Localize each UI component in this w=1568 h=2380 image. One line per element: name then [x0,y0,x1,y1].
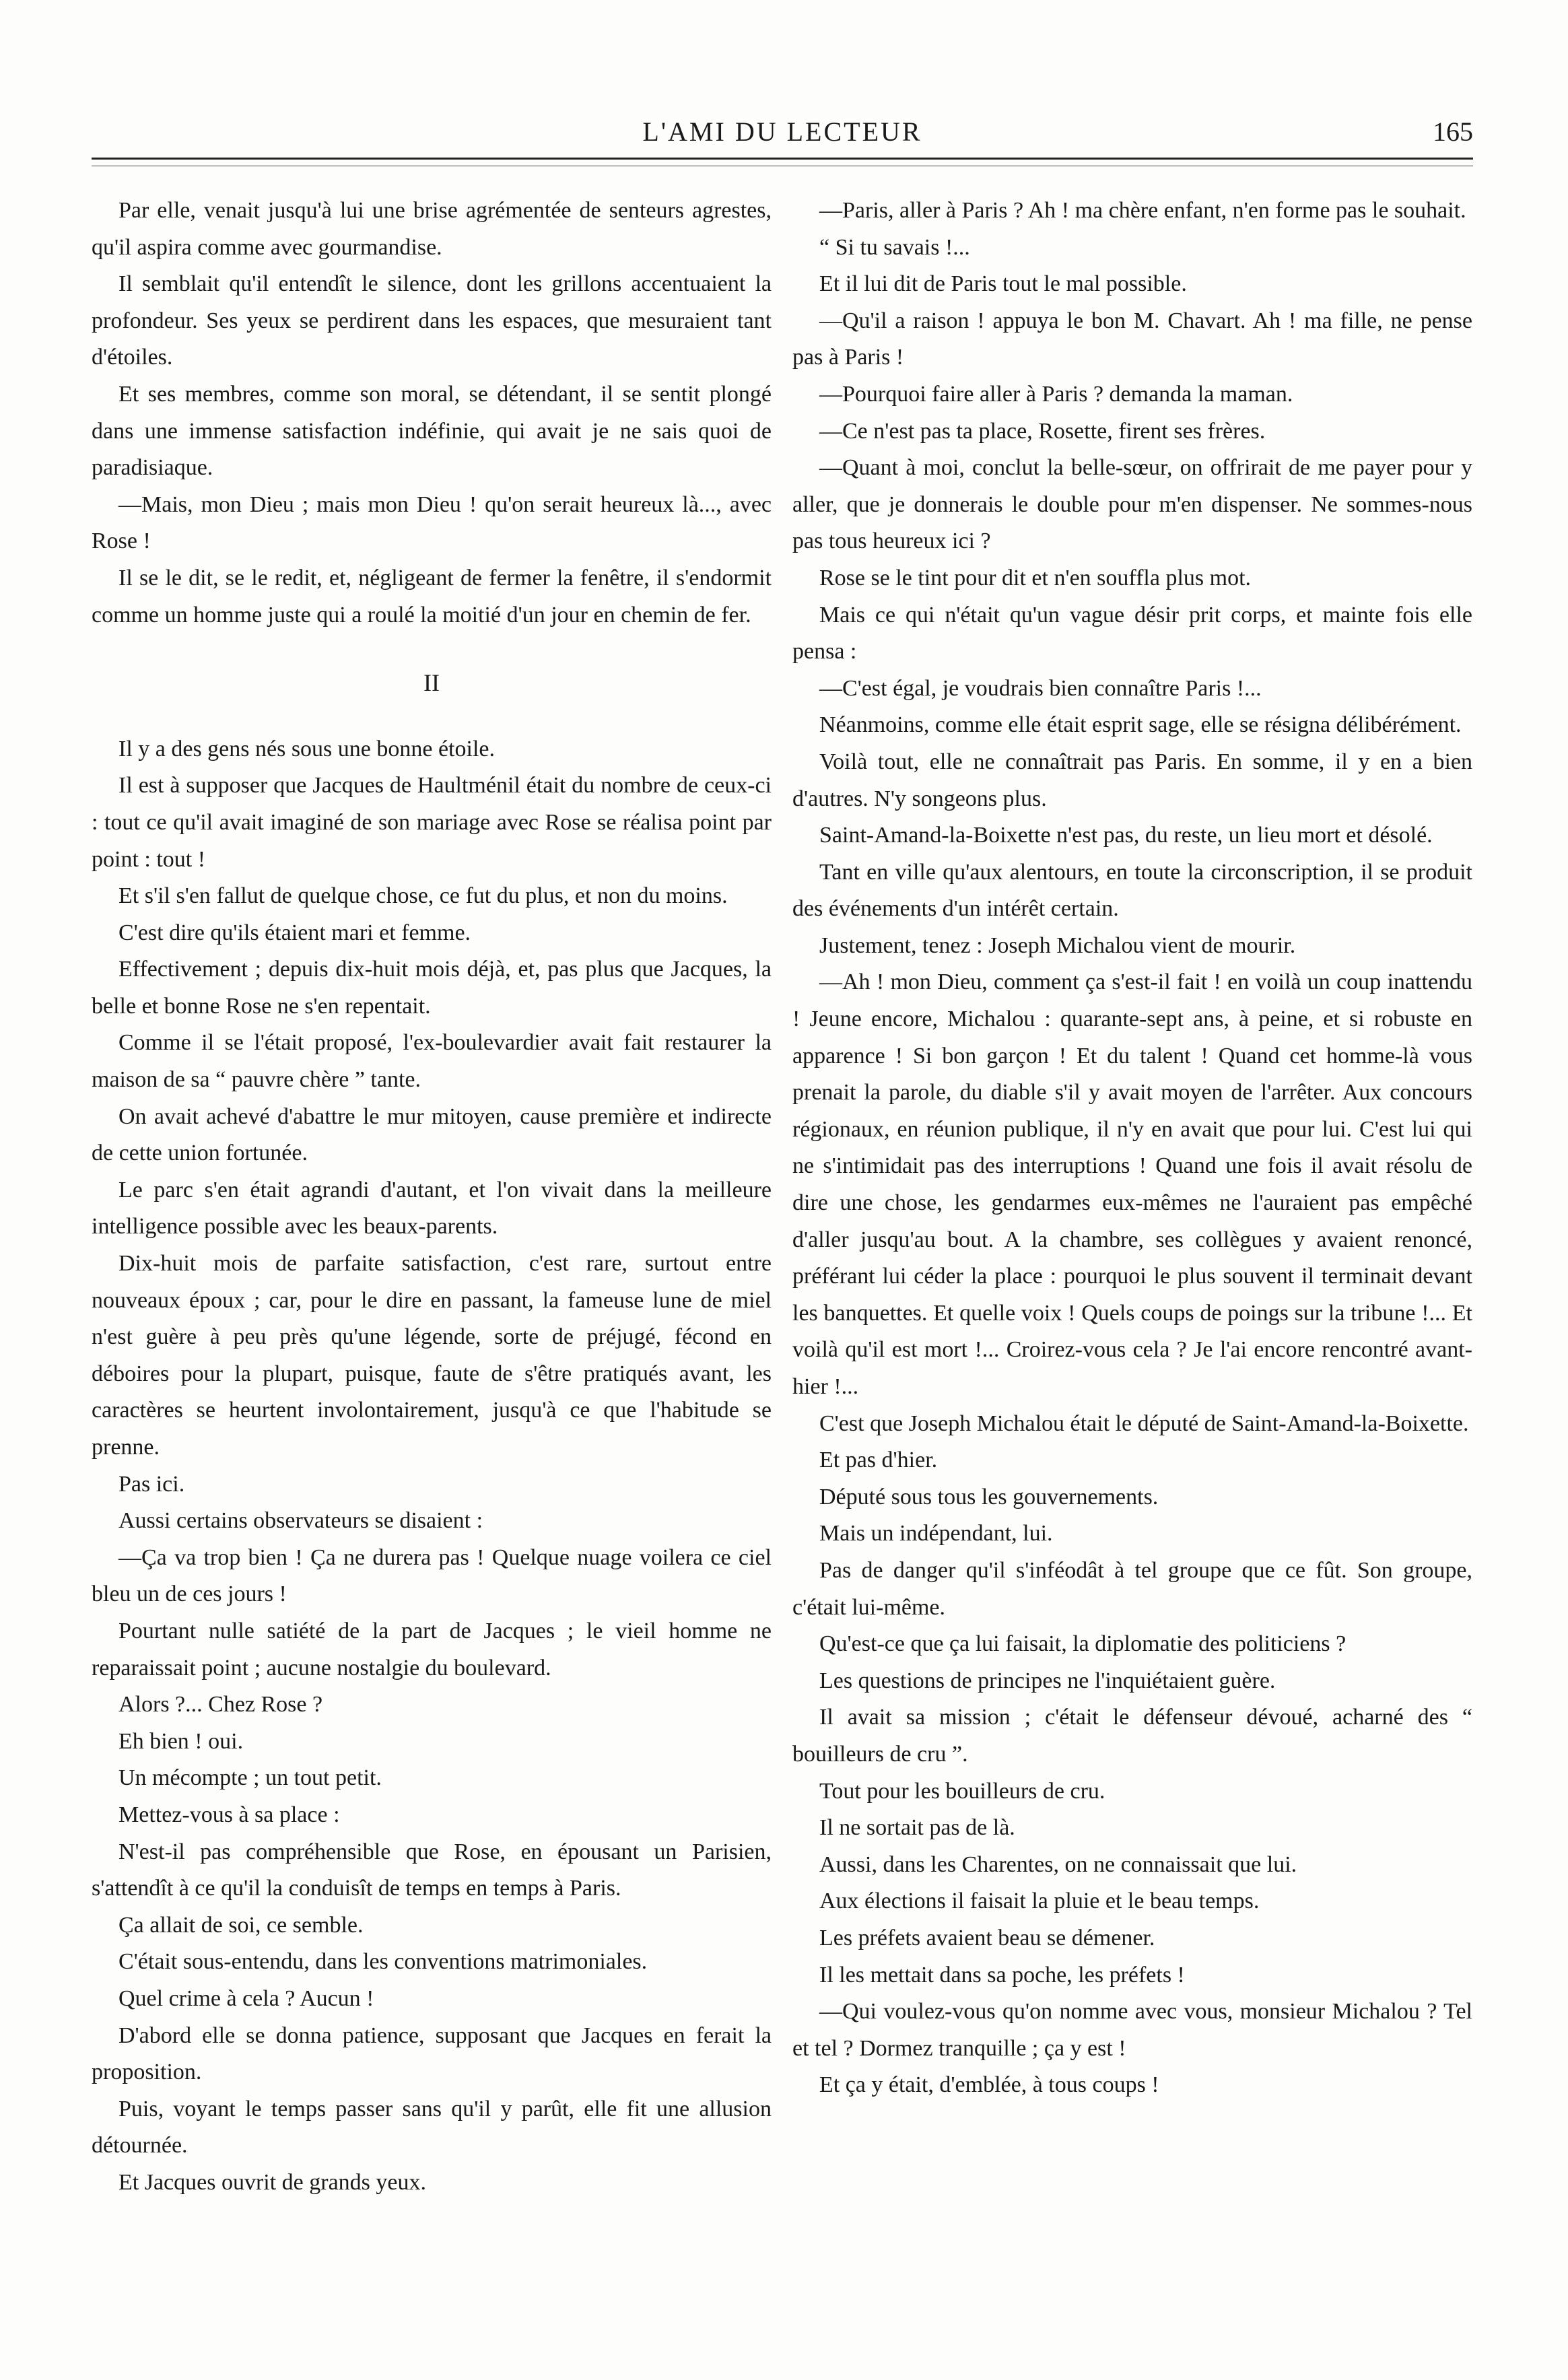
paragraph: Tout pour les bouilleurs de cru. [819,1778,1105,1804]
paragraph: —Qui voulez-vous qu'on nomme avec vous, monsieur Michalou ? Tel et tel ? Dormez tranquille ; ça y est ! [792,1999,1472,2061]
paragraph: C'est dire qu'ils étaient mari et femme. [118,920,471,945]
paragraph: —Paris, aller à Paris ? Ah ! ma chère enfant, n'en forme pas le souhait. [819,198,1466,223]
paragraph: “ Si tu savais !... [819,234,970,260]
paragraph: Et ses membres, comme son moral, se détendant, il se sentit plongé dans une immense satisfaction indéfinie, qui avait je ne sais quoi de paradisiaque. [92,381,772,481]
paragraph: Il semblait qu'il entendît le silence, dont les grillons accentuaient la profondeur. Ses yeux se perdirent dans les espaces, que mesuraient tant d'étoiles. [92,271,772,370]
paragraph: Et s'il s'en fallut de quelque chose, ce fut du plus, et non du moins. [118,883,728,909]
paragraph: Aussi certains observateurs se disaient : [118,1508,483,1534]
paragraph: Alors ?... Chez Rose ? [118,1692,323,1718]
paragraph: C'était sous-entendu, dans les conventions matrimoniales. [118,1949,648,1975]
paragraph: Effectivement ; depuis dix-huit mois déjà, et, pas plus que Jacques, la belle et bonne Rose ne s'en repentait. [92,957,772,1019]
paragraph: —Ça va trop bien ! Ça ne durera pas ! Quelque nuage voilera ce ciel bleu un de ces jours ! [92,1544,772,1607]
paragraph: Pourtant nulle satiété de la part de Jacques ; le vieil homme ne reparaissait point ; aucune nostalgie du boulevard. [92,1618,772,1680]
paragraph: Et Jacques ouvrit de grands yeux. [118,2169,426,2195]
paragraph: Justement, tenez : Joseph Michalou vient de mourir. [819,932,1296,958]
paragraph: D'abord elle se donna patience, supposant que Jacques en ferait la proposition. [92,2022,772,2085]
paragraph: —Qu'il a raison ! appuya le bon M. Chavart. Ah ! ma fille, ne pense pas à Paris ! [792,308,1472,370]
paragraph: Rose se le tint pour dit et n'en souffla plus mot. [819,565,1252,590]
paragraph: Il les mettait dans sa poche, les préfets ! [819,1962,1185,1987]
paragraph: Puis, voyant le temps passer sans qu'il y parût, elle fit une allusion détournée. [92,2096,772,2158]
right-column-text [792,193,1472,2104]
paragraph: Les questions de principes ne l'inquiétaient guère. [819,1668,1276,1693]
paragraph: Eh bien ! oui. [118,1728,244,1754]
running-title: L'AMI DU LECTEUR [642,116,922,147]
paragraph: Mais un indépendant, lui. [819,1521,1053,1546]
paragraph: Comme il se l'était proposé, l'ex-boulevardier avait fait restaurer la maison de sa “ pauvre chère ” tante. [92,1030,772,1093]
paragraph: Dix-huit mois de parfaite satisfaction, c'est rare, surtout entre nouveaux époux ; car, pour le dire en passant, la fameuse lune de miel n'est guère à peu près qu'une légende, sorte de préjugé, fécond en déboires pour la plupart, puisque, faute de s'être pratiqués avant, les caractères se heurtent involontairement, jusqu'à ce que l'habitude se prenne. [92,1251,772,1460]
paragraph: Mais ce qui n'était qu'un vague désir prit corps, et mainte fois elle pensa : [792,602,1472,665]
running-head [92,112,1473,152]
paragraph: Par elle, venait jusqu'à lui une brise agrémentée de senteurs agrestes, qu'il aspira comme avec gourmandise. [92,198,772,260]
paragraph: N'est-il pas compréhensible que Rose, en épousant un Parisien, s'attendît à ce qu'il la conduisît de temps en temps à Paris. [92,1839,772,1901]
paragraph: Voilà tout, elle ne connaîtrait pas Paris. En somme, il y en a bien d'autres. N'y songeons plus. [792,749,1472,811]
paragraph: —Pourquoi faire aller à Paris ? demanda la maman. [819,381,1293,407]
paragraph: Il ne sortait pas de là. [819,1815,1015,1841]
paragraph: Qu'est-ce que ça lui faisait, la diplomatie des politiciens ? [819,1631,1347,1657]
paragraph: Néanmoins, comme elle était esprit sage, elle se résigna délibérément. [819,712,1462,738]
paragraph: C'est que Joseph Michalou était le député de Saint-Amand-la-Boixette. [819,1410,1469,1436]
section-number: II [423,669,440,697]
left-column-section-text [92,731,772,2202]
paragraph: Aux élections il faisait la pluie et le beau temps. [819,1889,1260,1914]
paragraph: Il avait sa mission ; c'était le défenseur dévoué, acharné des “ bouilleurs de cru ”. [792,1705,1472,1767]
paragraph: —C'est égal, je voudrais bien connaître Paris !... [819,675,1262,701]
paragraph: Il se le dit, se le redit, et, négligeant de fermer la fenêtre, il s'endormit comme un homme juste qui a roulé la moitié d'un jour en chemin de fer. [92,565,772,627]
paragraph: Ça allait de soi, ce semble. [118,1912,364,1938]
paragraph: Et pas d'hier. [819,1448,938,1473]
left-column [92,193,772,2201]
header-rule [92,158,1473,166]
paragraph: —Mais, mon Dieu ; mais mon Dieu ! qu'on serait heureux là..., avec Rose ! [92,491,772,554]
paragraph: —Ce n'est pas ta place, Rosette, firent ses frères. [819,418,1266,444]
paragraph: Aussi, dans les Charentes, on ne connaissait que lui. [819,1851,1297,1877]
paragraph: Mettez-vous à sa place : [118,1802,340,1827]
paragraph: Un mécompte ; un tout petit. [118,1765,382,1791]
paragraph: Et il lui dit de Paris tout le mal possible. [819,271,1187,297]
paragraph: Saint-Amand-la-Boixette n'est pas, du reste, un lieu mort et désolé. [819,823,1433,848]
paragraph: Et ça y était, d'emblée, à tous coups ! [819,2072,1159,2098]
paragraph: —Quant à moi, conclut la belle-sœur, on offrirait de me payer pour y aller, que je donnerais le double pour m'en dispenser. Ne sommes-nous pas tous heureux ici ? [792,455,1472,554]
paragraph: Pas de danger qu'il s'inféodât à tel groupe que ce fût. Son groupe, c'était lui-même. [792,1557,1472,1620]
paragraph: Pas ici. [118,1471,185,1497]
right-column [792,193,1472,2104]
page-number: 165 [1433,116,1473,147]
paragraph: On avait achevé d'abattre le mur mitoyen, cause première et indirecte de cette union fortunée. [92,1103,772,1166]
paragraph: Député sous tous les gouvernements. [819,1484,1159,1509]
paragraph: Tant en ville qu'aux alentours, en toute la circonscription, il se produit des événements d'un intérêt certain. [792,859,1472,922]
paragraph: —Ah ! mon Dieu, comment ça s'est-il fait ! en voilà un coup inattendu ! Jeune encore, Michalou : quarante-sept ans, à peine, et si robuste en apparence ! Si bon garçon ! Et du talent ! Quand cet homme-là vous prenait la parole, du diable s'il y avait moyen de l'arrêter. Aux concours régionaux, en réunion publique, il n'y en avait que pour lui. C'est lui qui ne s'intimidait pas des interruptions ! Quand une fois il avait résolu de dire une chose, les gendarmes eux-mêmes ne l'auraient pas empêché d'aller jusqu'au bout. A la chambre, ses collègues y avaient renoncé, préférant lui céder la place : pourquoi le plus souvent il terminait devant les banquettes. Et quelle voix ! Quels coups de poings sur la tribune !... Et voilà qu'il est mort !... Croirez-vous cela ? Je l'ai encore rencontré avant-hier !... [792,970,1472,1399]
paragraph: Le parc s'en était agrandi d'autant, et l'on vivait dans la meilleure intelligence possible avec les beaux-parents. [92,1177,772,1239]
paragraph: Il y a des gens nés sous une bonne étoile. [118,736,495,761]
paragraph: Les préfets avaient beau se démener. [819,1925,1155,1950]
paragraph: Il est à supposer que Jacques de Haultménil était du nombre de ceux-ci : tout ce qu'il avait imaginé de son mariage avec Rose se réalisa point par point : tout ! [92,773,772,872]
paragraph: Quel crime à cela ? Aucun ! [118,1985,374,2011]
left-column-opening [92,193,772,634]
